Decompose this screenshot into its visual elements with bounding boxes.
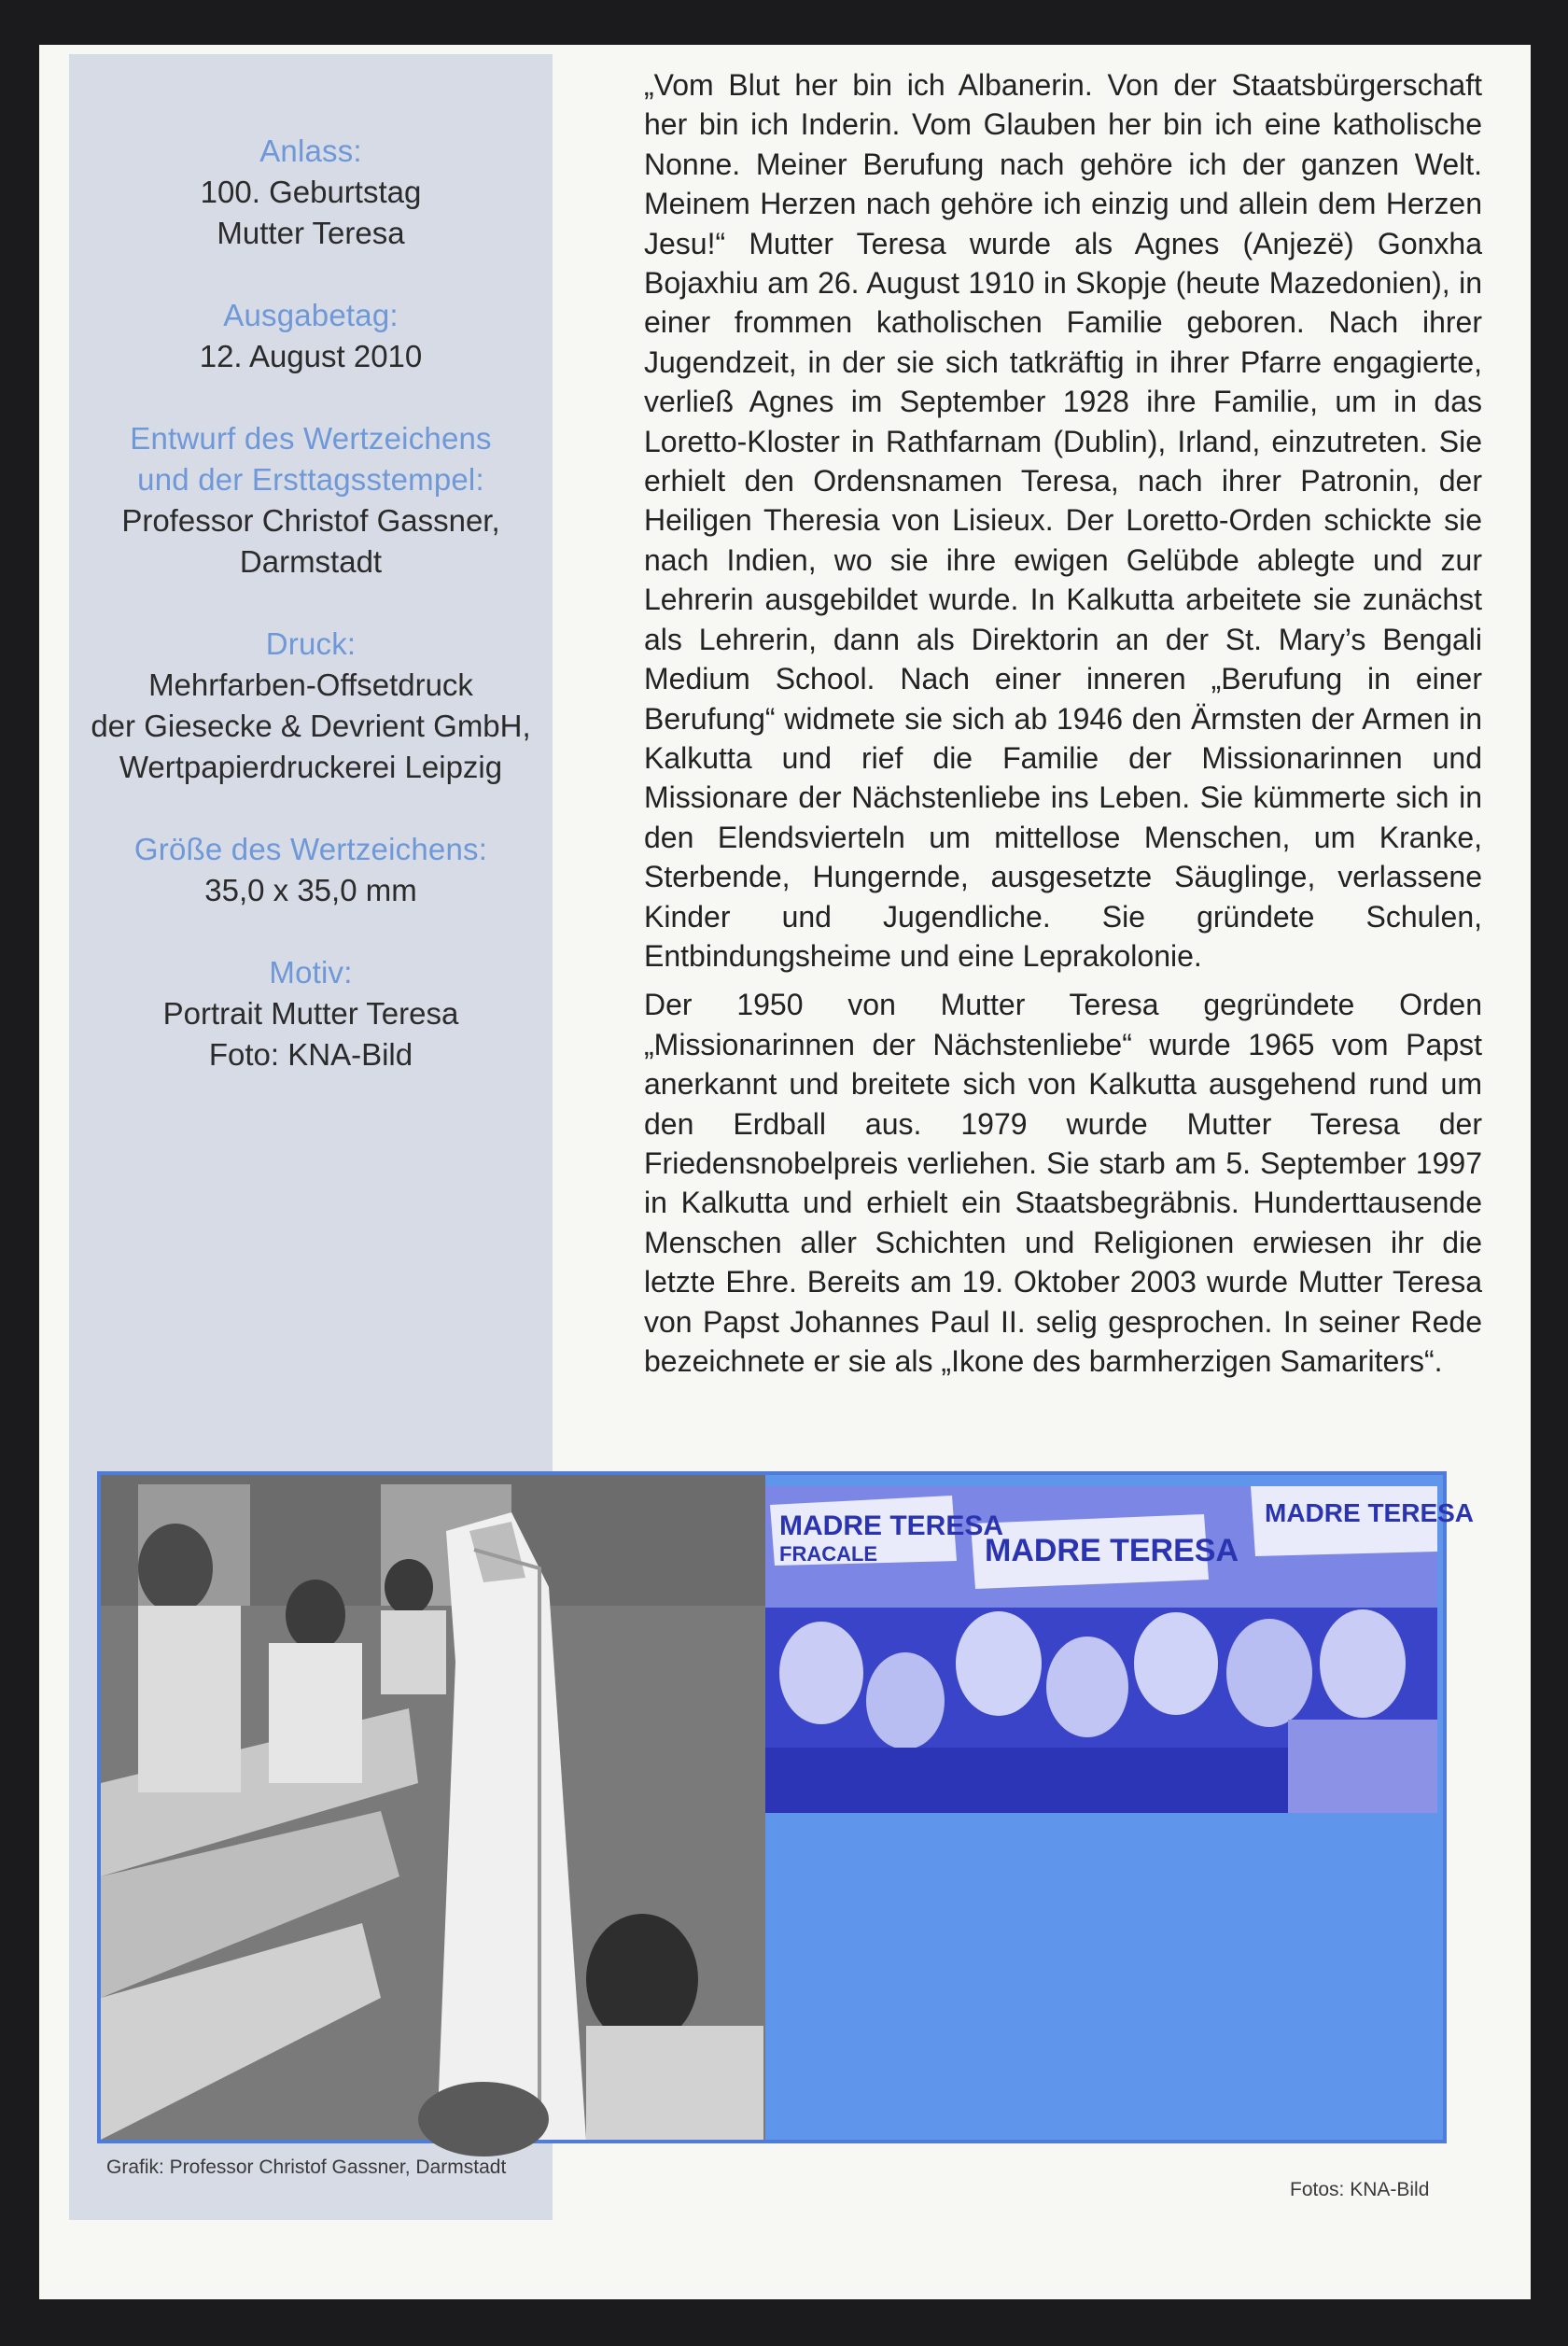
- detail-occasion: [69, 131, 553, 254]
- graphic-credit: Grafik: Professor Christof Gassner, Darmstadt: [106, 2156, 507, 2178]
- banner-text: MADRE TERESA: [779, 1510, 1004, 1541]
- detail-label: und der Ersttagsstempel:: [137, 462, 484, 497]
- biography-text: [644, 65, 1482, 1381]
- detail-motif: [69, 952, 553, 1075]
- detail-label: Ausgabetag:: [223, 298, 399, 332]
- detail-label: Größe des Wertzeichens:: [133, 832, 488, 866]
- detail-value: 100. Geburtstag: [200, 175, 422, 209]
- detail-value: 35,0 x 35,0 mm: [204, 873, 417, 907]
- photo-collage: [97, 1471, 1475, 2143]
- banner-text: FRACALE: [779, 1542, 878, 1566]
- detail-label: Druck:: [265, 626, 357, 661]
- detail-value: Mutter Teresa: [217, 216, 405, 250]
- banner-text: MADRE TERESA: [985, 1533, 1239, 1568]
- detail-print: [69, 624, 553, 788]
- banner-text: MADRE TERESA: [1265, 1498, 1475, 1527]
- ward-photo: [101, 1475, 765, 2140]
- detail-value: Wertpapierdruckerei Leipzig: [119, 750, 503, 784]
- detail-label: Anlass:: [259, 133, 362, 168]
- detail-value: Darmstadt: [239, 544, 383, 579]
- detail-value: der Giesecke & Devrient GmbH,: [91, 709, 531, 743]
- photo-credit: Fotos: KNA-Bild: [1290, 2179, 1430, 2200]
- detail-design: [69, 418, 553, 583]
- crowd-photo: [765, 1486, 1475, 1813]
- detail-size: [69, 829, 553, 911]
- paragraph: Der 1950 von Mutter Teresa gegründete Orden „Missionarinnen der Nächstenliebe“ wurde 1965 vom Papst anerkannt und breitete sich von Kalkutta ausgehend rund um den Erdball aus. 1979 wurde Mutter Teresa der Friedensnobelpreis verliehen. Sie starb am 5. September 1997 in Kalkutta und erhielt ein Staatsbegräbnis. Hunderttausende Menschen aller Schichten und Religionen erwiesen ihr die letzte Ehre. Bereits am 19. Oktober 2003 wurde Mutter Teresa von Papst Johannes Paul II. selig gesprochen. In seiner Rede bezeichnete er sie als „Ikone des barmherzigen Samariters“.: [644, 988, 1482, 1378]
- issue-details-list: [69, 131, 553, 1075]
- detail-value: Portrait Mutter Teresa: [162, 996, 459, 1031]
- detail-value: Professor Christof Gassner,: [121, 503, 500, 538]
- detail-value: Mehrfarben-Offsetdruck: [148, 667, 473, 702]
- detail-issue-date: [69, 295, 553, 377]
- detail-label: Entwurf des Wertzeichens: [130, 421, 492, 456]
- detail-value: Foto: KNA-Bild: [208, 1037, 413, 1072]
- detail-value: 12. August 2010: [199, 339, 423, 373]
- detail-label: Motiv:: [269, 955, 353, 990]
- stamp-info-sheet: [39, 45, 1531, 2299]
- paragraph: „Vom Blut her bin ich Albanerin. Von der Staatsbürgerschaft her bin ich Inderin. Vom Glauben her bin ich eine katholische Nonne. Meiner Berufung nach gehöre ich der ganzen Welt. Meinem Herzen nach gehöre ich einzig und allein dem Herzen Jesu!“ Mutter Teresa wurde als Agnes (Anjezë) Gonxha Bojaxhiu am 26. August 1910 in Skopje (heute Mazedonien), in einer frommen katholischen Familie geboren. Nach ihrer Jugendzeit, in der sie sich tatkräftig in ihrer Pfarre engagierte, verließ Agnes im September 1928 ihre Familie, um in das Loretto-Kloster in Rathfarnam (Dublin), Irland, einzutreten. Sie erhielt den Ordensnamen Teresa, nach ihrer Patronin, der Heiligen Theresia von Lisieux. Der Loretto-Orden schickte sie nach Indien, wo sie ihre ewigen Gelübde ablegte und zur Lehrerin ausgebildet wurde. In Kalkutta arbeitete sie zunächst als Lehrerin, dann als Direktorin an der St. Mary’s Bengali Medium School. Nach einer inneren „Berufung in einer Berufung“ widmete sie sich ab 1946 den Ärmsten der Armen in Kalkutta und rief die Familie der Missionarinnen und Missionare der Nächstenliebe ins Leben. Sie kümmerte sich in den Elendsvierteln um mittellose Menschen, um Kranke, Sterbende, Hungernde, ausgesetzte Säuglinge, verlassene Kinder und Jugendliche. Sie gründete Schulen, Entbindungsheime und eine Leprakolonie.: [644, 68, 1482, 973]
